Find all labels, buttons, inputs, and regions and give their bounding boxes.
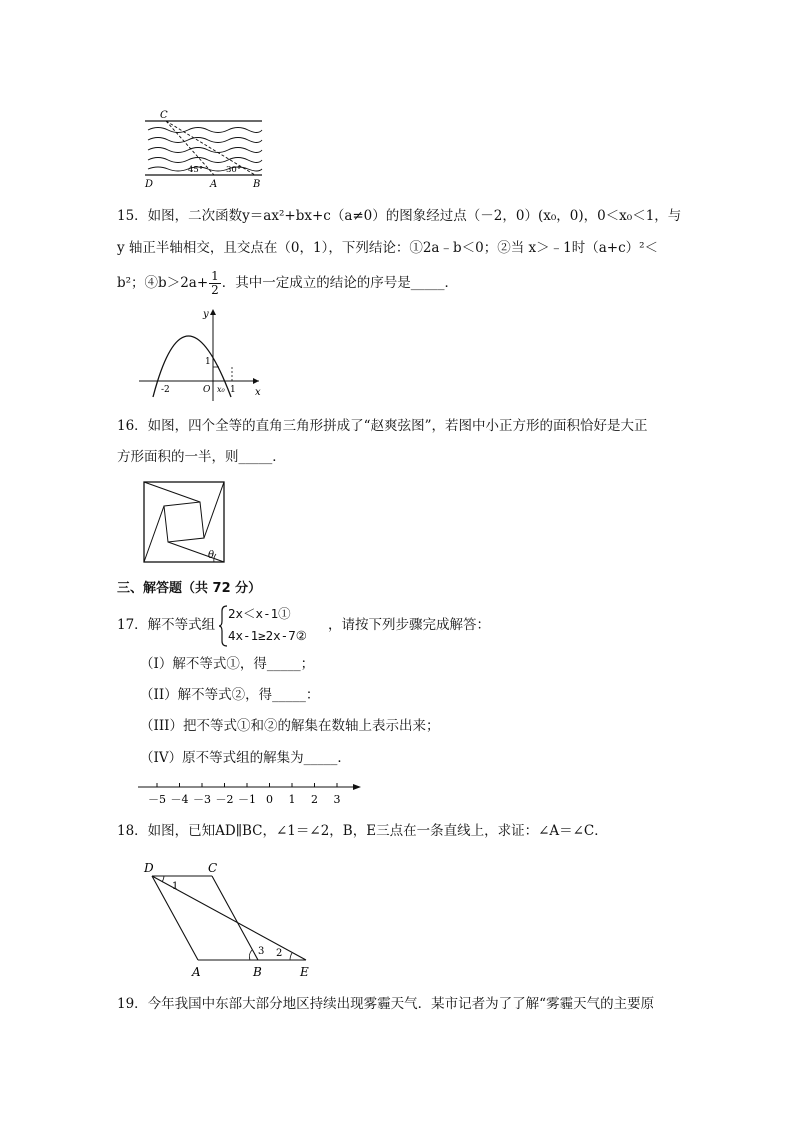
label-c: C [208,861,218,875]
axis-tick-label: －2 [215,793,234,806]
section-title: 三、解答题（共 72 分） [117,581,262,596]
q17-step2: （II）解不等式②，得_____： [140,687,320,703]
q19-text: 19．今年我国中东部大部分地区持续出现雾霾天气．某市记者为了了解“雾霾天气的主要原 [117,996,655,1012]
q16-line1: 16．如图，四个全等的直角三角形拼成了“赵爽弦图”，若图中小正方形的面积恰好是大正 [117,418,648,434]
brace-icon [218,605,228,647]
x0-label: x₀ [217,385,225,394]
q17-ineq2: 4x-1≥2x-7② [228,628,307,643]
neg-two-label: -2 [161,385,170,395]
axis-tick-label: －1 [238,793,256,806]
angle-3-label: 3 [258,946,265,957]
y-one-label: 1 [205,357,211,367]
label-b: B [253,965,262,979]
label-d: D [145,179,154,190]
parallelogram-figure [140,856,320,980]
axis-tick-label: 2 [311,793,318,806]
number-line [135,778,365,808]
label-a: A [192,965,201,979]
label-e: E [300,965,309,979]
angle-30: 30° [226,165,242,175]
q15-line3 [117,270,458,297]
river-figure [140,108,270,190]
axis-tick-label: －3 [193,793,211,806]
q17-post: ，请按下列步骤完成解答： [328,617,490,633]
x-one-label: 1 [230,385,236,395]
angle-2-label: 2 [276,948,283,959]
q15-line2: y 轴正半轴相交，且交点在（0，1），下列结论：①2a﹣b＜0；②当 x＞﹣1时（a+c）²＜ [117,240,659,256]
q15-line3-pre: b²；④b＞2a+ [117,275,209,291]
fraction-one-half [209,270,221,297]
q17-step3: （III）把不等式①和②的解集在数轴上表示出来； [140,718,440,734]
q18-text: 18．如图，已知AD∥BC，∠1＝∠2，B，E三点在一条直线上，求证：∠A＝∠C． [117,823,608,839]
axis-tick-label: 0 [266,793,273,806]
q17-ineq1: 2x＜x-1① [228,606,291,621]
label-b: B [253,179,261,190]
label-a: A [210,179,218,190]
origin-label: O [203,385,211,395]
angle-1-label: 1 [172,881,179,892]
zhao-shuang-figure [142,480,228,566]
q16-line2: 方形面积的一半，则_____． [117,449,286,465]
axis-y-label: y [203,309,209,320]
q15-line1: 15．如图，二次函数y＝ax²+bx+c（a≠0）的图象经过点（－2，0）(x₀，0)，0＜x₀＜1，与 [117,208,682,224]
q15-line3-post: ．其中一定成立的结论的序号是_____． [221,275,459,291]
theta-label: θ [208,550,215,561]
label-d: D [144,861,154,875]
q17-step1: （I）解不等式①，得_____； [140,656,315,672]
axis-x-label: x [255,387,261,398]
label-c: C [160,110,168,121]
frac-den: 2 [211,283,219,297]
frac-num: 1 [211,269,219,283]
axis-tick-label: 3 [333,793,341,806]
angle-45: 45° [188,165,204,175]
axis-tick-label: 1 [288,793,296,806]
q17-pre: 17．解不等式组 [117,617,216,633]
axis-tick-label: －5 [148,793,166,806]
parabola-figure [135,305,265,405]
q17-step4: （IV）原不等式组的解集为_____． [140,750,351,766]
axis-tick-label: －4 [170,793,189,806]
